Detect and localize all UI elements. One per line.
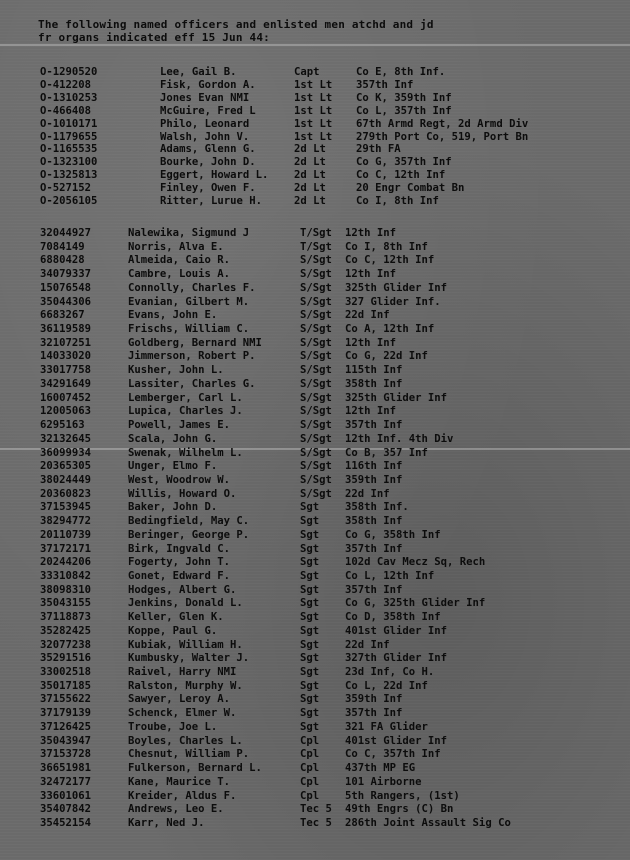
rank-cell: Sgt (300, 720, 320, 733)
serial-number-cell: 32472177 (40, 775, 92, 788)
enlisted-row (0, 405, 630, 418)
enlisted-row (0, 721, 630, 734)
enlisted-row (0, 241, 630, 254)
serial-number-cell: 38098310 (40, 583, 92, 596)
name-cell: Schenck, Elmer W. (128, 707, 237, 720)
enlisted-row (0, 748, 630, 761)
rank-cell: S/Sgt (300, 309, 332, 322)
rank-cell: Sgt (300, 679, 320, 692)
officer-row (0, 105, 630, 118)
name-cell: Bourke, John D. (160, 156, 256, 169)
name-cell: Cambre, Louis A. (128, 268, 231, 281)
enlisted-row (0, 666, 630, 679)
unit-cell: Co L, 22d Inf (345, 679, 428, 692)
name-cell: Adams, Glenn G. (160, 143, 256, 156)
unit-cell: 12th Inf (345, 227, 397, 239)
enlisted-row (0, 433, 630, 446)
enlisted-row (0, 515, 630, 528)
unit-cell: 401st Glider Inf (345, 624, 448, 637)
name-cell: Finley, Owen F. (160, 182, 256, 195)
enlisted-row (0, 625, 630, 638)
name-cell: Lupica, Charles J. (128, 405, 243, 418)
rank-cell: S/Sgt (300, 281, 332, 294)
unit-cell: 12th Inf (345, 405, 397, 418)
name-cell: Birk, Ingvald C. (128, 542, 231, 555)
unit-cell: 12th Inf. 4th Div (345, 432, 454, 445)
unit-cell: 327th Glider Inf (345, 652, 448, 665)
rank-cell: Sgt (300, 707, 320, 720)
serial-number-cell: 37179139 (40, 707, 92, 720)
unit-cell: 115th Inf (345, 364, 403, 377)
enlisted-row (0, 447, 630, 460)
rank-cell: 2d Lt (294, 143, 326, 156)
name-cell: Goldberg, Bernard NMI (128, 336, 262, 349)
enlisted-row (0, 227, 630, 240)
name-cell: Jimmerson, Robert P. (128, 350, 256, 363)
name-cell: Beringer, George P. (128, 528, 250, 541)
name-cell: Baker, John D. (128, 501, 218, 514)
unit-cell: 29th FA (356, 143, 401, 156)
paper-fold-line (0, 44, 630, 46)
unit-cell: 325th Glider Inf (345, 391, 448, 404)
serial-number-cell: 32132645 (40, 432, 92, 445)
name-cell: Almeida, Caio R. (128, 254, 231, 267)
name-cell: Fisk, Gordon A. (160, 78, 256, 91)
rank-cell: S/Sgt (300, 377, 332, 390)
rank-cell: Sgt (300, 597, 320, 610)
rank-cell: 2d Lt (294, 195, 326, 207)
serial-number-cell: 33310842 (40, 570, 92, 582)
rank-cell: Cpl (300, 775, 320, 788)
enlisted-row (0, 762, 630, 775)
name-cell: Gonet, Edward F. (128, 570, 231, 582)
serial-number-cell: 6880428 (40, 254, 85, 267)
rank-cell: 2d Lt (294, 156, 326, 169)
enlisted-row (0, 364, 630, 377)
name-cell: Eggert, Howard L. (160, 169, 269, 182)
rank-cell: S/Sgt (300, 364, 332, 377)
enlisted-row (0, 268, 630, 281)
unit-cell: Co L, 12th Inf (345, 570, 435, 582)
name-cell: Boyles, Charles L. (128, 734, 243, 747)
serial-number-cell: 20360823 (40, 487, 92, 500)
name-cell: Kubiak, William H. (128, 638, 243, 651)
name-cell: Connolly, Charles F. (128, 281, 256, 294)
unit-cell: 357th Inf (345, 542, 403, 555)
unit-cell: 116th Inf (345, 460, 403, 473)
serial-number-cell: 35044306 (40, 295, 92, 308)
serial-number-cell: 38294772 (40, 515, 92, 528)
unit-cell: Co C, 12th Inf (345, 254, 435, 267)
serial-number-cell: 35291516 (40, 652, 92, 665)
serial-number-cell: 36099934 (40, 446, 92, 459)
unit-cell: 286th Joint Assault Sig Co (345, 816, 511, 829)
unit-cell: Co G, 358th Inf (345, 528, 441, 541)
name-cell: Jenkins, Donald L. (128, 597, 243, 610)
enlisted-row (0, 282, 630, 295)
enlisted-row (0, 584, 630, 597)
enlisted-row (0, 652, 630, 665)
rank-cell: Capt (294, 66, 320, 78)
rank-cell: 1st Lt (294, 78, 333, 91)
unit-cell: 357th Inf (345, 707, 403, 720)
name-cell: Swenak, Wilhelm L. (128, 446, 243, 459)
serial-number-cell: 16007452 (40, 391, 92, 404)
rank-cell: S/Sgt (300, 487, 332, 500)
serial-number-cell: 36119589 (40, 323, 92, 336)
name-cell: Andrews, Leo E. (128, 803, 224, 816)
name-cell: Philo, Leonard (160, 117, 250, 130)
name-cell: Karr, Ned J. (128, 816, 205, 829)
serial-number-cell: 32044927 (40, 227, 92, 239)
officer-row (0, 79, 630, 92)
officer-row (0, 131, 630, 144)
name-cell: Fogerty, John T. (128, 556, 231, 569)
officer-row (0, 156, 630, 169)
unit-cell: Co I, 8th Inf (345, 240, 428, 253)
serial-number-cell: 7084149 (40, 240, 85, 253)
enlisted-row (0, 501, 630, 514)
name-cell: Raivel, Harry NMI (128, 666, 237, 679)
serial-number-cell: 38024449 (40, 473, 92, 486)
enlisted-row (0, 323, 630, 336)
unit-cell: 49th Engrs (C) Bn (345, 803, 454, 816)
name-cell: Norris, Alva E. (128, 240, 224, 253)
rank-cell: S/Sgt (300, 295, 332, 308)
rank-cell: S/Sgt (300, 419, 332, 432)
name-cell: West, Woodrow W. (128, 473, 231, 486)
rank-cell: S/Sgt (300, 460, 332, 473)
enlisted-row (0, 680, 630, 693)
unit-cell: 327 Glider Inf. (345, 295, 441, 308)
enlisted-row (0, 556, 630, 569)
unit-cell: 401st Glider Inf (345, 734, 448, 747)
unit-cell: 12th Inf (345, 268, 397, 281)
officer-row (0, 92, 630, 105)
name-cell: Troube, Joe L. (128, 720, 218, 733)
unit-cell: Co D, 358th Inf (345, 611, 441, 624)
rank-cell: 1st Lt (294, 91, 333, 104)
unit-cell: 357th Inf (345, 583, 403, 596)
unit-cell: 22d Inf (345, 487, 390, 500)
unit-cell: 358th Inf (345, 515, 403, 528)
enlisted-row (0, 707, 630, 720)
unit-cell: 279th Port Co, 519, Port Bn (356, 130, 529, 143)
rank-cell: S/Sgt (300, 391, 332, 404)
rank-cell: Sgt (300, 693, 320, 706)
name-cell: Frischs, William C. (128, 323, 250, 336)
serial-number-cell: 32077238 (40, 638, 92, 651)
name-cell: Lassiter, Charles G. (128, 377, 256, 390)
serial-number-cell: O-466408 (40, 104, 92, 117)
rank-cell: S/Sgt (300, 336, 332, 349)
unit-cell: Co G, 22d Inf (345, 350, 428, 363)
name-cell: Kusher, John L. (128, 364, 224, 377)
name-cell: Jones Evan NMI (160, 91, 250, 104)
serial-number-cell: 35452154 (40, 816, 92, 829)
serial-number-cell: 37155622 (40, 693, 92, 706)
unit-cell: Co G, 325th Glider Inf (345, 597, 486, 610)
unit-cell: 23d Inf, Co H. (345, 666, 435, 679)
rank-cell: 2d Lt (294, 169, 326, 182)
name-cell: Evanian, Gilbert M. (128, 295, 250, 308)
unit-cell: 357th Inf (345, 419, 403, 432)
serial-number-cell: 15076548 (40, 281, 92, 294)
serial-number-cell: 12005063 (40, 405, 92, 418)
serial-number-cell: 35282425 (40, 624, 92, 637)
rank-cell: Tec 5 (300, 803, 332, 816)
rank-cell: S/Sgt (300, 446, 332, 459)
unit-cell: 22d Inf (345, 309, 390, 322)
unit-cell: Co B, 357 Inf (345, 446, 428, 459)
rank-cell: Cpl (300, 734, 320, 747)
order-heading (38, 18, 618, 44)
name-cell: McGuire, Fred L (160, 104, 256, 117)
rank-cell: Sgt (300, 638, 320, 651)
unit-cell: 12th Inf (345, 336, 397, 349)
serial-number-cell: 36651981 (40, 762, 92, 775)
unit-cell: 358th Inf. (345, 501, 409, 514)
rank-cell: Sgt (300, 611, 320, 624)
name-cell: Powell, James E. (128, 419, 231, 432)
enlisted-row (0, 776, 630, 789)
name-cell: Kane, Maurice T. (128, 775, 231, 788)
serial-number-cell: 35043155 (40, 597, 92, 610)
rank-cell: Cpl (300, 789, 320, 802)
serial-number-cell: 20110739 (40, 528, 92, 541)
officer-row (0, 195, 630, 208)
serial-number-cell: O-527152 (40, 182, 92, 195)
name-cell: Scala, John G. (128, 432, 218, 445)
serial-number-cell: O-1290520 (40, 66, 98, 78)
serial-number-cell: 20244206 (40, 556, 92, 569)
rank-cell: Sgt (300, 624, 320, 637)
enlisted-row (0, 570, 630, 583)
officer-row (0, 143, 630, 156)
unit-cell: Co L, 357th Inf (356, 104, 452, 117)
unit-cell: Co G, 357th Inf (356, 156, 452, 169)
rank-cell: S/Sgt (300, 350, 332, 363)
name-cell: Kreider, Aldus F. (128, 789, 237, 802)
enlisted-row (0, 460, 630, 473)
serial-number-cell: 33002518 (40, 666, 92, 679)
rank-cell: S/Sgt (300, 473, 332, 486)
unit-cell: Co A, 12th Inf (345, 323, 435, 336)
enlisted-row (0, 611, 630, 624)
serial-number-cell: 34079337 (40, 268, 92, 281)
enlisted-row (0, 639, 630, 652)
unit-cell: 101 Airborne (345, 775, 422, 788)
enlisted-row (0, 529, 630, 542)
name-cell: Ritter, Lurue H. (160, 195, 263, 207)
name-cell: Walsh, John V. (160, 130, 250, 143)
serial-number-cell: 35043947 (40, 734, 92, 747)
name-cell: Kumbusky, Walter J. (128, 652, 250, 665)
serial-number-cell: O-412208 (40, 78, 92, 91)
serial-number-cell: 37126425 (40, 720, 92, 733)
serial-number-cell: 33601061 (40, 789, 92, 802)
rank-cell: S/Sgt (300, 432, 332, 445)
enlisted-row (0, 597, 630, 610)
name-cell: Ralston, Murphy W. (128, 679, 243, 692)
name-cell: Willis, Howard O. (128, 487, 237, 500)
name-cell: Nalewika, Sigmund J (128, 227, 250, 239)
serial-number-cell: 35407842 (40, 803, 92, 816)
serial-number-cell: 6683267 (40, 309, 85, 322)
rank-cell: 1st Lt (294, 130, 333, 143)
serial-number-cell: O-1010171 (40, 117, 98, 130)
name-cell: Koppe, Paul G. (128, 624, 218, 637)
unit-cell: Co C, 357th Inf (345, 748, 441, 761)
enlisted-row (0, 803, 630, 816)
name-cell: Chesnut, William P. (128, 748, 250, 761)
unit-cell: Co E, 8th Inf. (356, 66, 446, 78)
enlisted-row (0, 817, 630, 830)
serial-number-cell: 6295163 (40, 419, 85, 432)
officer-row (0, 169, 630, 182)
rank-cell: 1st Lt (294, 117, 333, 130)
rank-cell: S/Sgt (300, 405, 332, 418)
unit-cell: 325th Glider Inf (345, 281, 448, 294)
rank-cell: Sgt (300, 501, 320, 514)
name-cell: Keller, Glen K. (128, 611, 224, 624)
rank-cell: Sgt (300, 652, 320, 665)
rank-cell: S/Sgt (300, 323, 332, 336)
serial-number-cell: 37153728 (40, 748, 92, 761)
unit-cell: Co I, 8th Inf (356, 195, 439, 207)
unit-cell: 357th Inf (356, 78, 414, 91)
name-cell: Fulkerson, Bernard L. (128, 762, 262, 775)
enlisted-row (0, 543, 630, 556)
unit-cell: 20 Engr Combat Bn (356, 182, 465, 195)
name-cell: Evans, John E. (128, 309, 218, 322)
rank-cell: Sgt (300, 570, 320, 582)
enlisted-row (0, 378, 630, 391)
rank-cell: Sgt (300, 583, 320, 596)
unit-cell: 5th Rangers, (1st) (345, 789, 460, 802)
rank-cell: T/Sgt (300, 240, 332, 253)
unit-cell: 22d Inf (345, 638, 390, 651)
enlisted-row (0, 296, 630, 309)
unit-cell: 359th Inf (345, 693, 403, 706)
rank-cell: S/Sgt (300, 268, 332, 281)
rank-cell: 2d Lt (294, 182, 326, 195)
name-cell: Lee, Gail B. (160, 66, 237, 78)
rank-cell: 1st Lt (294, 104, 333, 117)
rank-cell: Sgt (300, 542, 320, 555)
unit-cell: Co C, 12th Inf (356, 169, 446, 182)
enlisted-row (0, 419, 630, 432)
enlisted-row (0, 474, 630, 487)
enlisted-row (0, 309, 630, 322)
serial-number-cell: 35017185 (40, 679, 92, 692)
name-cell: Bedingfield, May C. (128, 515, 250, 528)
enlisted-row (0, 790, 630, 803)
enlisted-row (0, 254, 630, 267)
serial-number-cell: 20365305 (40, 460, 92, 473)
enlisted-row (0, 735, 630, 748)
rank-cell: S/Sgt (300, 254, 332, 267)
unit-cell: 321 FA Glider (345, 720, 428, 733)
officer-row (0, 66, 630, 79)
enlisted-row (0, 392, 630, 405)
rank-cell: Sgt (300, 666, 320, 679)
unit-cell: 437th MP EG (345, 762, 416, 775)
name-cell: Sawyer, Leroy A. (128, 693, 231, 706)
enlisted-row (0, 488, 630, 501)
rank-cell: Sgt (300, 556, 320, 569)
rank-cell: Sgt (300, 515, 320, 528)
unit-cell: 359th Inf (345, 473, 403, 486)
serial-number-cell: 37172171 (40, 542, 92, 555)
serial-number-cell: O-1323100 (40, 156, 98, 169)
name-cell: Unger, Elmo F. (128, 460, 218, 473)
serial-number-cell: 33017758 (40, 364, 92, 377)
name-cell: Lemberger, Carl L. (128, 391, 243, 404)
serial-number-cell: 32107251 (40, 336, 92, 349)
unit-cell: 67th Armd Regt, 2d Armd Div (356, 117, 529, 130)
officer-row (0, 118, 630, 131)
serial-number-cell: 37118873 (40, 611, 92, 624)
unit-cell: 358th Inf (345, 377, 403, 390)
serial-number-cell: 14033020 (40, 350, 92, 363)
serial-number-cell: O-1310253 (40, 91, 98, 104)
rank-cell: Cpl (300, 748, 320, 761)
officer-row (0, 182, 630, 195)
heading-line-2: fr organs indicated eff 15 Jun 44: (38, 31, 270, 44)
rank-cell: Tec 5 (300, 816, 332, 829)
unit-cell: 102d Cav Mecz Sq, Rech (345, 556, 486, 569)
serial-number-cell: O-1325813 (40, 169, 98, 182)
enlisted-row (0, 350, 630, 363)
enlisted-row (0, 337, 630, 350)
serial-number-cell: 37153945 (40, 501, 92, 514)
serial-number-cell: O-1179655 (40, 130, 98, 143)
enlisted-row (0, 693, 630, 706)
rank-cell: Cpl (300, 762, 320, 775)
serial-number-cell: O-1165535 (40, 143, 98, 156)
unit-cell: Co K, 359th Inf (356, 91, 452, 104)
name-cell: Hodges, Albert G. (128, 583, 237, 596)
rank-cell: Sgt (300, 528, 320, 541)
rank-cell: T/Sgt (300, 227, 332, 239)
serial-number-cell: O-2056105 (40, 195, 98, 207)
heading-line-1: The following named officers and enlisted men atchd and jd (38, 18, 434, 31)
serial-number-cell: 34291649 (40, 377, 92, 390)
